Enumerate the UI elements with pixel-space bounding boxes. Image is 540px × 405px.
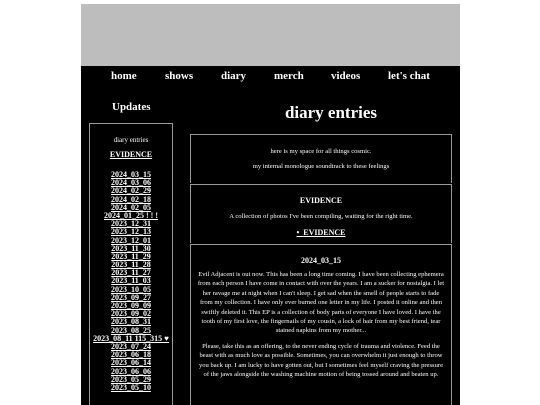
evidence-link[interactable]: [191, 228, 451, 237]
sidebar-entry-link[interactable]: 2023_06_14: [111, 358, 151, 368]
sidebar-entry-link[interactable]: 2024_03_15: [111, 170, 151, 179]
sidebar-entry: [90, 169, 172, 177]
nav-diary[interactable]: diary: [221, 70, 247, 82]
sidebar-entry-link[interactable]: 2023_09_02: [111, 309, 151, 319]
sidebar-entry-link[interactable]: 2024_01_25 ! ! !: [104, 210, 158, 220]
sidebar-entry-link[interactable]: 2023_11_03: [111, 276, 151, 286]
sidebar-entry: [90, 210, 172, 218]
sidebar: [89, 123, 173, 405]
evidence-description: A collection of photos I've been compiling, waiting for the right time.: [229, 213, 413, 220]
nav-updates[interactable]: Updates: [112, 101, 151, 113]
sidebar-entry-list: [90, 169, 172, 390]
sidebar-entry: [90, 259, 172, 270]
entry-date: 2024_03_15: [301, 256, 341, 265]
sidebar-entry: [90, 292, 172, 300]
nav-lets-chat[interactable]: let's chat: [388, 70, 430, 82]
header-banner: [81, 4, 460, 66]
entry-paragraph-2: Please, take this as an offering, to the never ending cycle of trauma and violence. Feed the beast with as much love as possible. Sometimes, you can overwhelm it just enough to throw you back up. I am lucky to have gotten out, but I sometimes feel myself craving the pressure of the jaws alongside the washing machine motion of being tossed around and beaten up.: [198, 342, 444, 379]
sidebar-entry-link[interactable]: 2023_05_10: [111, 382, 151, 392]
sidebar-entry: [90, 267, 172, 278]
sidebar-entry: [90, 177, 172, 188]
intro-panel: [190, 134, 452, 183]
sidebar-entry-link[interactable]: 2023_08_25: [111, 325, 151, 335]
sidebar-entry-link[interactable]: 2024_02_18: [111, 194, 151, 204]
sidebar-entry: [90, 316, 172, 327]
sidebar-entry-link[interactable]: 2024_02_29: [111, 186, 151, 196]
sidebar-entry: [90, 194, 172, 202]
sidebar-entry: [90, 202, 172, 210]
sidebar-entry: [90, 357, 172, 368]
sidebar-entry: [90, 284, 172, 292]
sidebar-entry: [90, 374, 172, 382]
sidebar-entry: [90, 243, 172, 251]
sidebar-entry: [90, 333, 172, 341]
page-title: diary entries: [284, 103, 378, 122]
sidebar-entry: [90, 218, 172, 229]
sidebar-entry: [90, 308, 172, 319]
diary-entry-panel: [190, 244, 452, 405]
sidebar-entry-link[interactable]: 2023_09_27: [111, 292, 151, 302]
sidebar-entry: [90, 275, 172, 286]
sidebar-entry-link[interactable]: 2023_08_31: [111, 317, 151, 327]
nav-merch[interactable]: merch: [274, 70, 304, 82]
sidebar-entry-link[interactable]: 2023_09_09: [111, 301, 151, 310]
sidebar-entry-link[interactable]: 2023_06_06: [111, 366, 151, 376]
sidebar-entry-link[interactable]: 2024_02_05: [111, 202, 151, 212]
intro-line-1: here is my space for all things cosmic.: [270, 148, 372, 155]
sidebar-entry: [90, 251, 172, 259]
evidence-link-label: EVIDENCE: [303, 228, 346, 238]
sidebar-entry-link[interactable]: 2023_12_01: [111, 235, 151, 245]
sidebar-entry: [90, 185, 172, 196]
sidebar-entry: [90, 226, 172, 237]
sidebar-entry-link[interactable]: 2024_03_06: [111, 178, 151, 188]
sidebar-entry: [90, 366, 172, 374]
sidebar-evidence-link[interactable]: EVIDENCE: [109, 150, 153, 159]
nav-videos[interactable]: videos: [331, 70, 361, 82]
sidebar-entry-link[interactable]: 2023_11_27: [111, 268, 151, 278]
intro-line-2: my internal monologue soundtrack to these feelings: [252, 163, 390, 171]
sidebar-entry-link[interactable]: 2023_11_28: [111, 260, 151, 270]
sidebar-entry-link[interactable]: 2023_05_29: [111, 374, 151, 384]
sidebar-heading: diary entries: [113, 136, 149, 144]
sidebar-entry-link[interactable]: 2023_10_05: [111, 284, 151, 294]
sidebar-entry: [90, 235, 172, 243]
nav-shows[interactable]: shows: [165, 70, 194, 82]
evidence-panel: [190, 184, 452, 243]
page-container: [81, 66, 460, 405]
bullet-icon: •: [296, 228, 304, 238]
sidebar-entry-link[interactable]: 2023_06_18: [111, 350, 151, 360]
sidebar-entry-link[interactable]: 2023_08_11 115_315 ♥: [93, 333, 169, 343]
sidebar-entry: [90, 325, 172, 333]
nav-home[interactable]: home: [111, 70, 137, 82]
sidebar-entry-link[interactable]: 2023_12_31: [111, 219, 151, 229]
sidebar-entry-link[interactable]: 2023_11_29: [111, 251, 151, 261]
sidebar-entry: [90, 382, 172, 390]
entry-paragraph-1: Evil Adjacent is out now. This has been a long time coming. I have been collecting ephemera from each person I have come in contact with over the years. I am a sucker for nostalgia. I let her ravage me at night when I can't sleep. I get sad when the smell of people starts to fade from my collection. I have only ever burned one letter in my life. I posted it online and then swiftly deleted it. This EP is a collection of body parts of everyone I have loved. I have the tooth of my first love, the fingernails of my cousin, a lock of hair from my best friend, tear stained napkins from my mother...: [197, 271, 445, 335]
sidebar-entry: [90, 349, 172, 360]
sidebar-entry-link[interactable]: 2023_07_24: [111, 341, 151, 351]
sidebar-entry-link[interactable]: 2023_11_30: [111, 243, 151, 253]
sidebar-entry-link[interactable]: 2023_12_13: [111, 227, 151, 237]
evidence-title: EVIDENCE: [299, 196, 343, 205]
sidebar-entry: [90, 300, 172, 308]
